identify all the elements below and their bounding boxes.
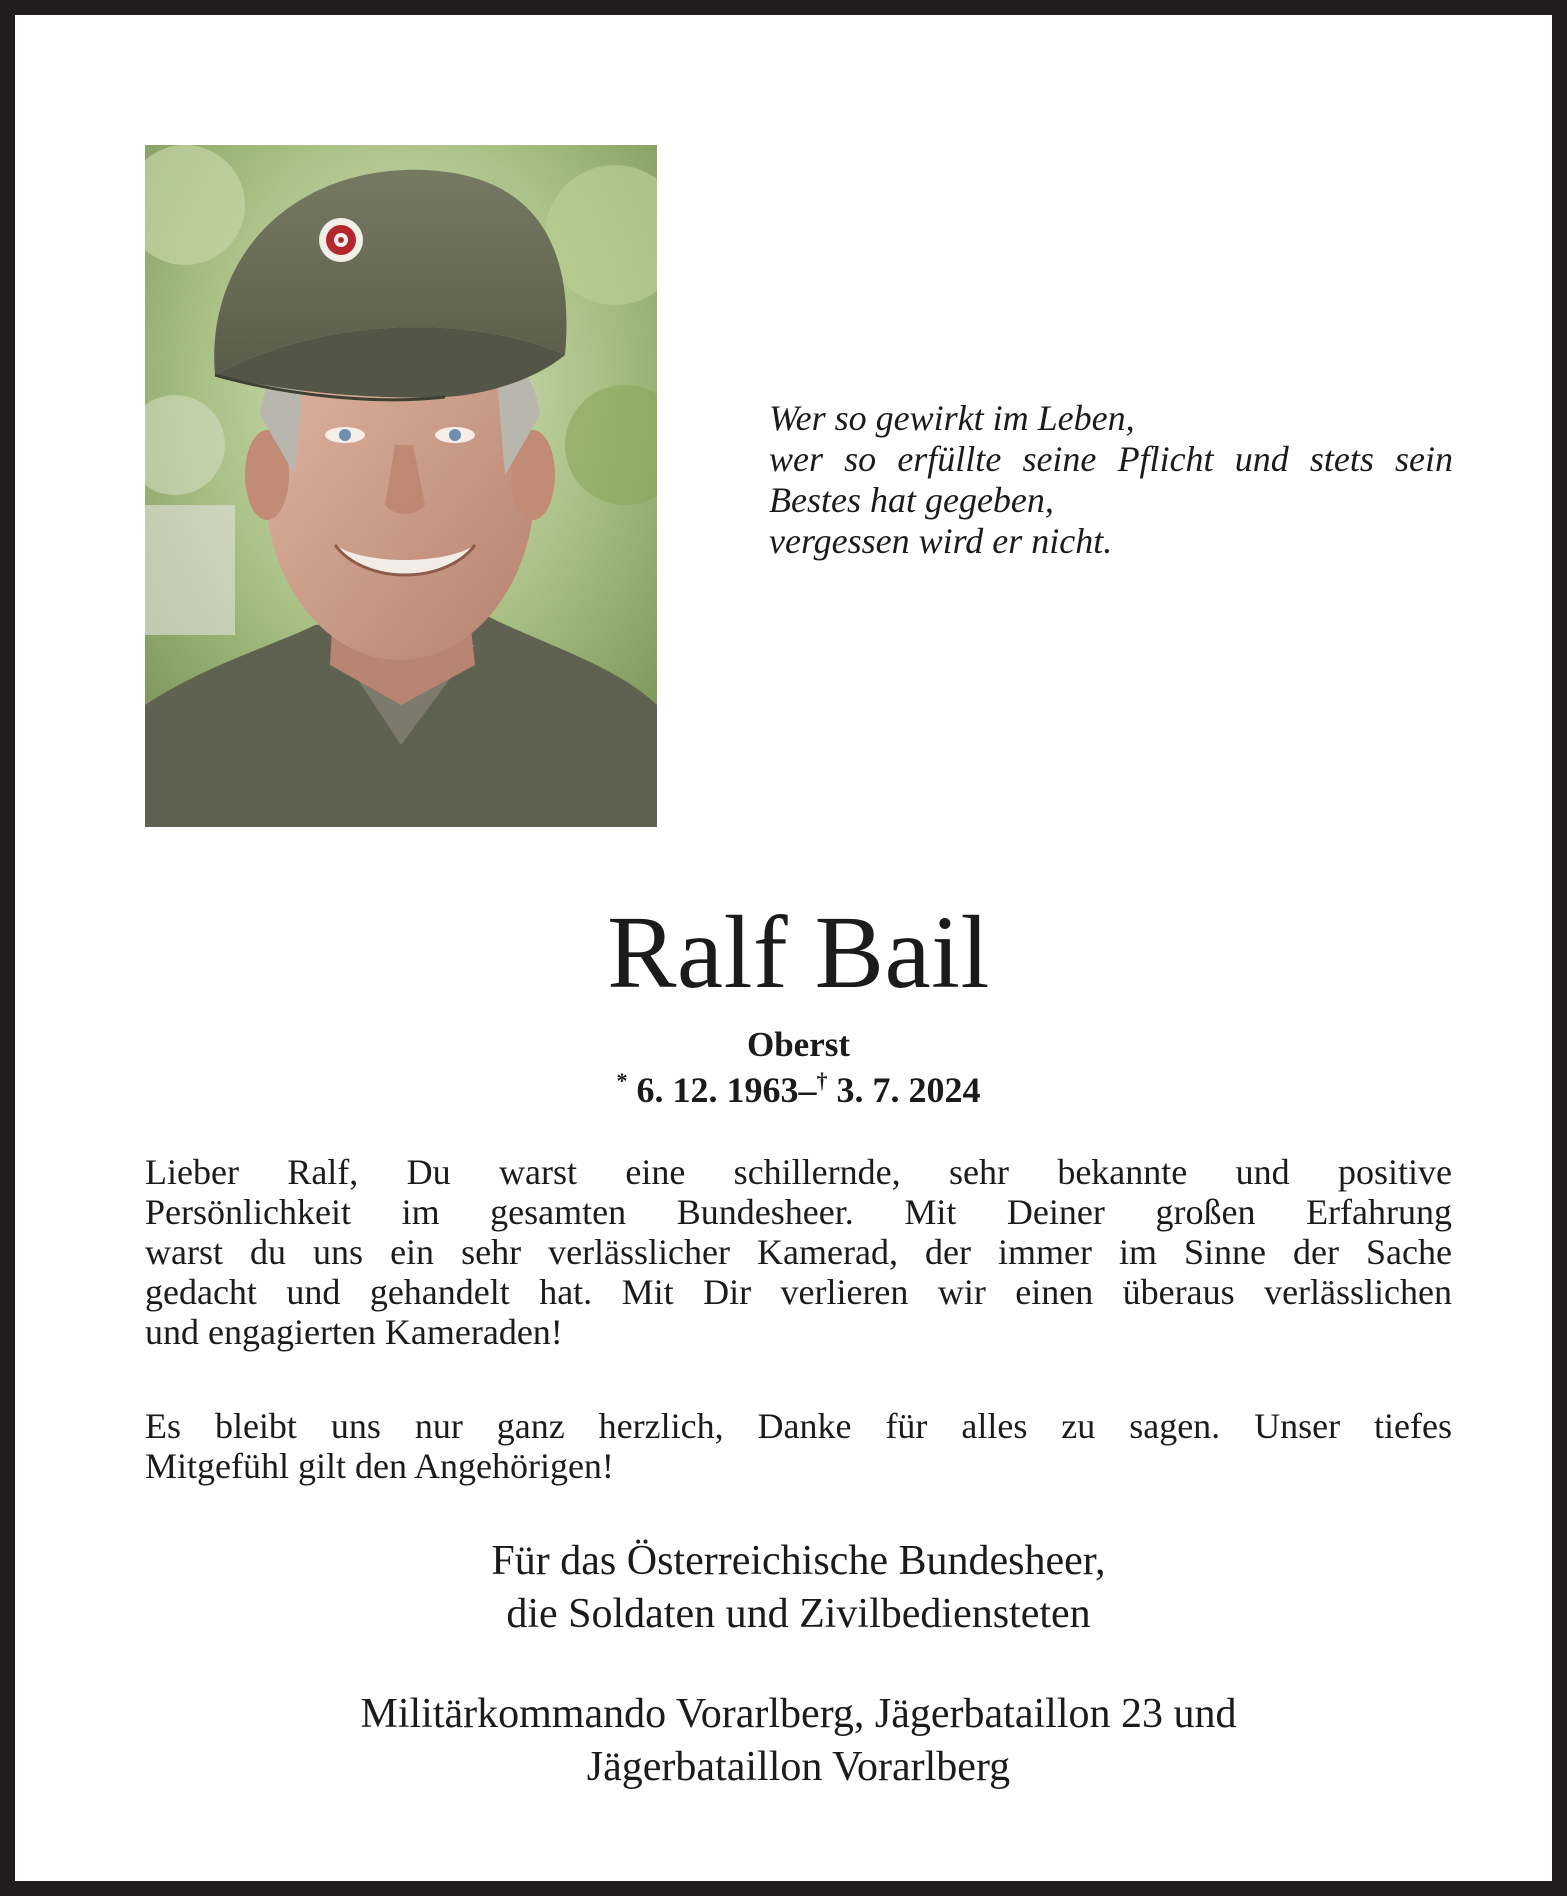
birth-date: 6. 12. 1963	[636, 1070, 799, 1110]
poem-line: vergessen wird er nicht.	[769, 521, 1113, 561]
signature-block-2	[15, 1688, 1567, 1794]
message-paragraph-2	[145, 1406, 1452, 1486]
date-separator: –	[798, 1070, 817, 1110]
portrait-photo	[145, 145, 657, 827]
signature-line: Für das Österreichische Bundesheer,	[491, 1538, 1106, 1584]
poem-line: Bestes hat gegeben,	[769, 480, 1054, 520]
memorial-poem	[769, 398, 1453, 562]
signature-line: Militärkommando Vorarlberg, Jägerbataillon 23 und	[360, 1691, 1237, 1737]
message-line: Lieber Ralf, Du warst eine schillernde, sehr bekannte und positive	[145, 1152, 1452, 1192]
message-line: und engagierten Kameraden!	[145, 1312, 563, 1352]
message-line: Es bleibt uns nur ganz herzlich, Danke für alles zu sagen. Unser tiefes	[145, 1406, 1452, 1446]
message-line: gedacht und gehandelt hat. Mit Dir verlieren wir einen überaus verlässlichen	[145, 1272, 1452, 1312]
life-dates	[15, 1067, 1567, 1113]
signature-line: die Soldaten und Zivilbediensteten	[506, 1591, 1091, 1637]
poem-line: wer so erfüllte seine Pflicht und stets sein	[769, 439, 1453, 479]
message-paragraph-1	[145, 1152, 1452, 1352]
deceased-rank: Oberst	[746, 1025, 851, 1064]
signature-line: Jägerbataillon Vorarlberg	[586, 1744, 1011, 1790]
deceased-name: Ralf Bail	[607, 895, 990, 1010]
signature-block-1	[15, 1535, 1567, 1641]
message-line: warst du uns ein sehr verlässlicher Kamerad, der immer im Sinne der Sache	[145, 1232, 1452, 1272]
message-line: Mitgefühl gilt den Angehörigen!	[145, 1446, 614, 1486]
birth-symbol: *	[616, 1068, 628, 1093]
death-date: 3. 7. 2024	[836, 1070, 981, 1110]
poem-line: Wer so gewirkt im Leben,	[769, 398, 1135, 438]
message-line: Persönlichkeit im gesamten Bundesheer. Mit Deiner großen Erfahrung	[145, 1192, 1452, 1232]
death-symbol: †	[816, 1068, 828, 1093]
